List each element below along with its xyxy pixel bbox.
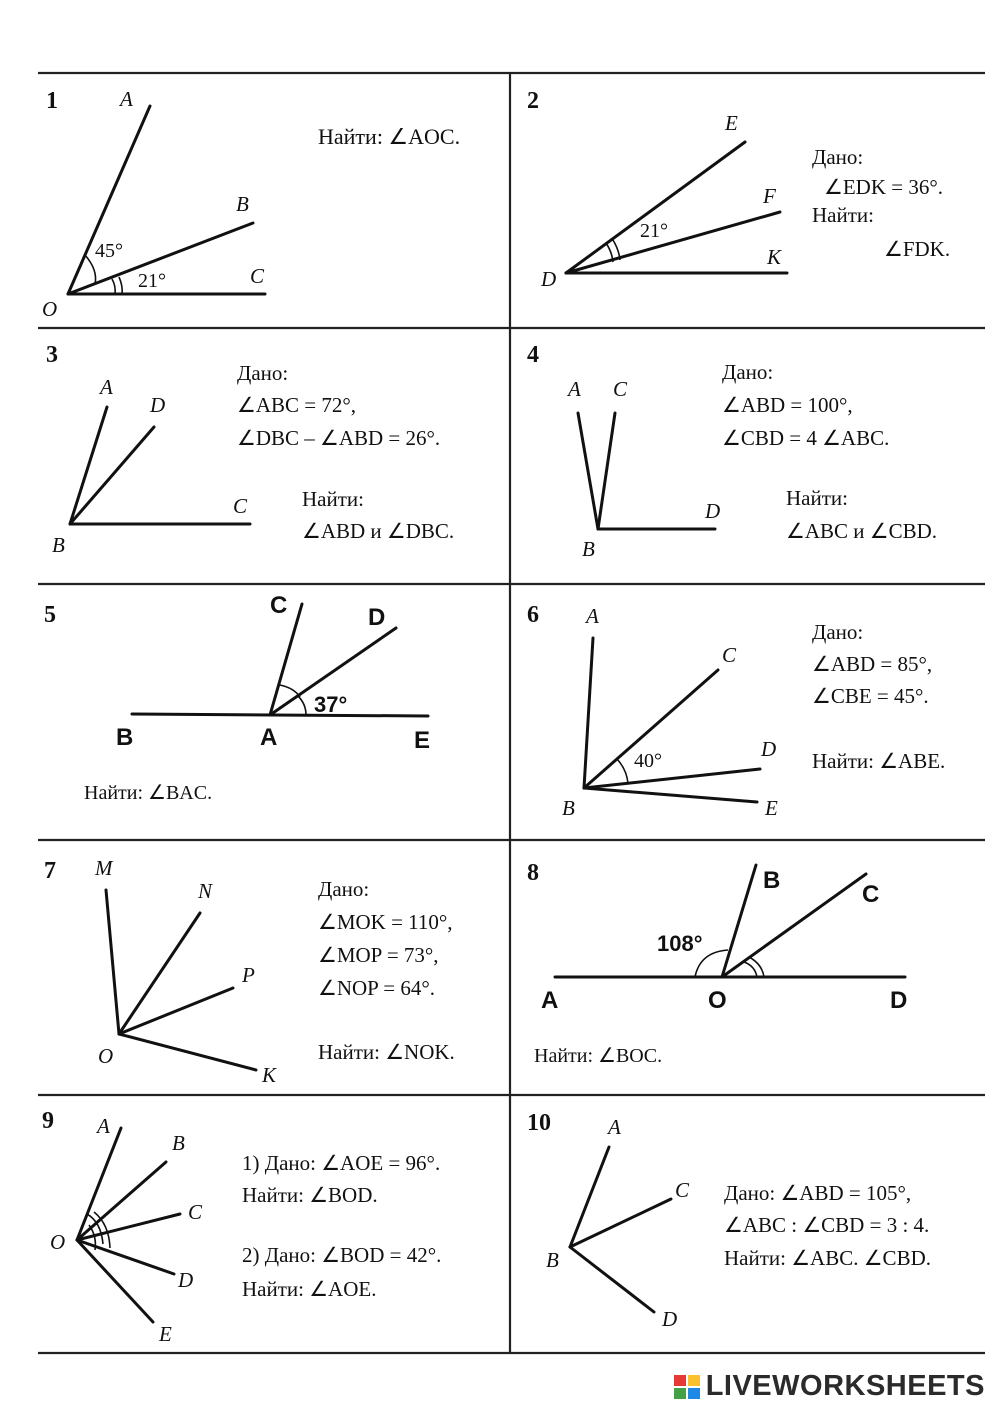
given-label: Дано: (812, 145, 864, 169)
given-label: Дано: (812, 620, 864, 644)
angle-label: 45° (95, 240, 123, 262)
find-label: Найти: (812, 203, 874, 227)
point-label: E (414, 727, 431, 754)
problem-number: 5 (44, 602, 56, 628)
point-label: D (662, 1307, 678, 1331)
point-label: D (761, 737, 777, 761)
point-label: B (172, 1131, 185, 1155)
given-text: ∠DBC – ∠ABD = 26°. (237, 426, 441, 450)
point-label: O (708, 987, 727, 1014)
given-text: ∠CBE = 45°. (812, 684, 929, 708)
problem-6 (527, 602, 945, 820)
point-label: A (568, 377, 581, 401)
point-label: B (562, 796, 575, 820)
point-label: O (50, 1230, 66, 1254)
problem-number: 2 (527, 88, 539, 114)
point-label: C (250, 264, 265, 288)
problem-number: 10 (527, 1110, 551, 1136)
point-label: O (42, 297, 58, 321)
given-text: ∠ABC = 72°, (237, 393, 356, 417)
task-text: Найти: ∠BOD. (242, 1183, 378, 1207)
find-text: Найти: ∠BOC. (534, 1045, 663, 1067)
point-label: A (541, 987, 559, 1014)
point-label: A (100, 375, 113, 399)
problem-number: 4 (527, 342, 539, 368)
problem-1 (42, 87, 460, 321)
angle-label: 21° (138, 270, 166, 292)
task-text: ∠ABC : ∠CBD = 3 : 4. (724, 1213, 930, 1237)
angle-label: 37° (314, 692, 348, 717)
point-label: C (270, 592, 288, 619)
point-label: D (150, 393, 166, 417)
point-label: B (763, 867, 781, 894)
problem-number: 1 (46, 88, 58, 114)
point-label: B (52, 533, 65, 557)
point-label: E (159, 1322, 172, 1346)
point-label: D (890, 987, 908, 1014)
find-text: Найти: ∠ABE. (812, 749, 946, 773)
angle-label: 108° (657, 931, 703, 956)
point-label: B (116, 724, 134, 751)
point-label: B (236, 192, 249, 216)
point-label: A (586, 604, 599, 628)
brand-name: LIVEWORKSHEETS (705, 1370, 985, 1402)
problem-2 (527, 88, 950, 291)
given-text: ∠ABD = 85°, (812, 652, 933, 676)
angle-label: 40° (634, 750, 662, 772)
problem-8 (527, 860, 907, 1067)
angle-label: 21° (640, 220, 668, 242)
given-text: ∠NOP = 64°. (318, 976, 436, 1000)
problem-4 (527, 342, 937, 561)
point-label: C (862, 881, 880, 908)
point-label: D (178, 1268, 194, 1292)
given-text: ∠MOP = 73°, (318, 943, 439, 967)
task-text: 1) Дано: ∠AOE = 96°. (242, 1151, 441, 1175)
point-label: C (722, 643, 737, 667)
find-text: Найти: ∠NOK. (318, 1040, 455, 1064)
find-label: Найти: (302, 487, 364, 511)
point-label: C (613, 377, 628, 401)
find-text: Найти: ∠AOC. (318, 124, 461, 149)
task-text: 2) Дано: ∠BOD = 42°. (242, 1243, 442, 1267)
point-label: M (95, 856, 113, 880)
problem-number: 7 (44, 858, 56, 884)
point-label: N (198, 879, 213, 903)
footer-brand (674, 1370, 985, 1403)
point-label: D (705, 499, 721, 523)
find-text: ∠ABC и ∠CBD. (786, 519, 937, 543)
point-label: C (188, 1200, 203, 1224)
given-text: ∠ABD = 100°, (722, 393, 853, 417)
point-label: A (608, 1115, 621, 1139)
point-label: A (120, 87, 133, 111)
liveworksheets-logo-icon (674, 1375, 700, 1399)
problem-number: 9 (42, 1108, 54, 1134)
given-text: ∠CBD = 4 ∠ABC. (722, 426, 890, 450)
point-label: D (368, 604, 386, 631)
problem-10 (527, 1110, 931, 1331)
point-label: B (546, 1248, 559, 1272)
point-label: F (763, 184, 776, 208)
point-label: A (97, 1114, 110, 1138)
problem-number: 3 (46, 342, 58, 368)
find-text: ∠ABD и ∠DBC. (302, 519, 455, 543)
given-text: ∠MOK = 110°, (318, 910, 453, 934)
point-label: O (98, 1044, 114, 1068)
given-text: ∠EDK = 36°. (824, 175, 943, 199)
problem-9 (42, 1108, 441, 1346)
given-label: Дано: (318, 877, 370, 901)
problem-3 (46, 342, 454, 557)
point-label: D (541, 267, 557, 291)
problem-number: 6 (527, 602, 539, 628)
problem-7 (44, 856, 455, 1087)
point-label: P (242, 963, 255, 987)
given-label: Дано: (722, 360, 774, 384)
point-label: A (260, 724, 278, 751)
point-label: C (675, 1178, 690, 1202)
point-label: B (582, 537, 595, 561)
given-label: Дано: (237, 361, 289, 385)
task-text: Найти: ∠ABC. ∠CBD. (724, 1246, 931, 1270)
task-text: Дано: ∠ABD = 105°, (724, 1181, 912, 1205)
point-label: K (262, 1063, 277, 1087)
problem-5 (44, 592, 430, 804)
find-text: Найти: ∠BAC. (84, 782, 213, 804)
task-text: Найти: ∠AOE. (242, 1277, 377, 1301)
point-label: E (765, 796, 778, 820)
point-label: C (233, 494, 248, 518)
find-text: ∠FDK. (884, 237, 951, 261)
point-label: E (725, 111, 738, 135)
point-label: K (767, 245, 782, 269)
find-label: Найти: (786, 486, 848, 510)
problem-number: 8 (527, 860, 539, 886)
